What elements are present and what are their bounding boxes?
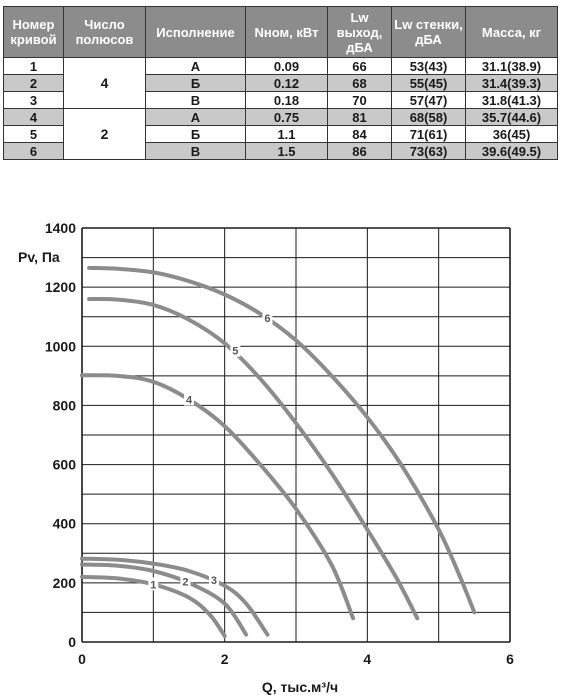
cell-lw-wall: 71(61) [392,126,466,143]
curve-label: 1 [150,579,157,592]
cell-variant: А [146,58,246,75]
curve-label: 2 [182,576,189,589]
y-tick-label: 1400 [44,220,76,236]
cell-lw-wall: 55(45) [392,75,466,92]
y-tick-label: 600 [52,456,76,473]
cell-curve: 6 [4,143,64,160]
table-row [4,58,558,75]
cell-lw-wall: 68(58) [392,109,466,126]
x-tick-label: 2 [220,651,229,667]
y-tick-label: 800 [52,397,76,414]
cell-variant: В [146,143,246,160]
cell-mass: 31.1(38.9) [466,58,558,75]
cell-power: 0.09 [246,58,328,75]
cell-curve: 3 [4,92,64,109]
cell-curve: 5 [4,126,64,143]
y-tick-label: 1200 [44,279,76,296]
fan-performance-chart [0,200,564,700]
cell-variant: А [146,109,246,126]
x-tick-label: 6 [506,651,514,667]
cell-mass: 36(45) [466,126,558,143]
curve-label: 4 [185,394,193,407]
header-curve-number: Номер кривой [4,7,64,58]
cell-lw-outlet: 84 [328,126,392,143]
cell-lw-outlet: 70 [328,92,392,109]
y-axis-label: Pv, Па [18,249,60,265]
x-axis-label: Q, тыс.м³/ч [261,679,339,695]
cell-variant: Б [146,75,246,92]
y-tick-label: 200 [52,574,76,591]
header-lw-outlet: Lw выход, дБА [328,7,392,58]
curve-label: 6 [264,313,271,326]
cell-poles-group: 4 [64,58,146,109]
cell-mass: 35.7(44.6) [466,109,558,126]
header-mass: Масса, кг [466,7,558,58]
cell-variant: В [146,92,246,109]
cell-mass: 31.4(39.3) [466,75,558,92]
chart-svg [0,200,564,700]
cell-power: 1.5 [246,143,328,160]
chart-grid [82,228,510,642]
cell-power: 0.18 [246,92,328,109]
x-tick-label: 4 [363,651,372,667]
header-variant: Исполнение [146,7,246,58]
cell-mass: 39.6(49.5) [466,143,558,160]
cell-lw-outlet: 68 [328,75,392,92]
cell-curve: 1 [4,58,64,75]
cell-lw-outlet: 81 [328,109,392,126]
cell-lw-wall: 73(63) [392,143,466,160]
cell-curve: 4 [4,109,64,126]
cell-variant: Б [146,126,246,143]
cell-lw-wall: 53(43) [392,58,466,75]
y-tick-label: 1000 [44,338,76,355]
cell-power: 1.1 [246,126,328,143]
chart-curves [82,268,474,636]
cell-lw-outlet: 86 [328,143,392,160]
curve-label: 5 [232,345,239,358]
cell-mass: 31.8(41.3) [466,92,558,109]
curve-label: 3 [210,574,218,587]
header-power: Nном, кВт [246,7,328,58]
fan-spec-table [3,6,558,160]
cell-power: 0.12 [246,75,328,92]
cell-power: 0.75 [246,109,328,126]
table-row [4,109,558,126]
header-poles: Число полюсов [64,7,146,58]
header-lw-wall: Lw стенки, дБА [392,7,466,58]
cell-poles-group: 2 [64,109,146,160]
y-tick-label: 400 [52,515,76,532]
table-header-row [4,7,558,58]
cell-curve: 2 [4,75,64,92]
chart-curve-labels [148,311,272,591]
y-tick-label: 0 [68,634,76,650]
cell-lw-outlet: 66 [328,58,392,75]
cell-lw-wall: 57(47) [392,92,466,109]
curve-2 [82,565,246,635]
x-tick-label: 0 [78,651,86,667]
